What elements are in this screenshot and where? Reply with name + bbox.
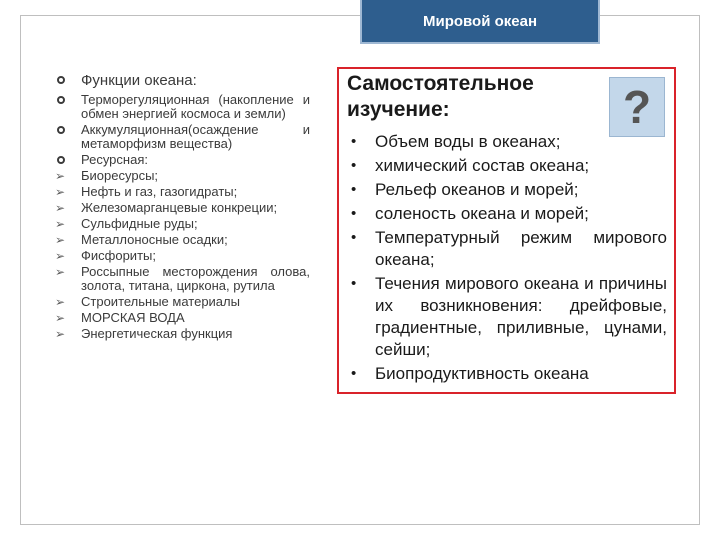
- arrow-bullet-icon: ➢: [55, 249, 66, 263]
- function-list-item: [55, 93, 310, 121]
- ocean-functions-list: [55, 72, 310, 343]
- self-study-item: [345, 203, 667, 225]
- function-list-item-text: Энергетическая функция: [81, 326, 233, 341]
- self-study-item-text: Рельеф океанов и морей;: [375, 180, 579, 199]
- function-list-item: [55, 169, 310, 183]
- arrow-bullet-icon: ➢: [55, 169, 66, 183]
- function-list-item-text: Биоресурсы;: [81, 168, 159, 183]
- self-study-item-text: Биопродуктивность океана: [375, 364, 589, 383]
- function-list-item: [55, 123, 310, 151]
- arrow-bullet-icon: ➢: [55, 327, 66, 341]
- function-list-item-text: Строительные материалы: [81, 294, 240, 309]
- self-study-item-text: соленость океана и морей;: [375, 204, 589, 223]
- function-list-item: [55, 295, 310, 309]
- ring-bullet-icon: [57, 96, 65, 104]
- function-list-item: [55, 311, 310, 325]
- function-list-item-text: Ресурсная:: [81, 152, 148, 167]
- self-study-item-text: Течения мирового океана и причины их возникновения: дрейфовые, градиентные, приливные, цунами, сейши;: [375, 274, 667, 359]
- function-list-item: [55, 217, 310, 231]
- function-list-item: [55, 233, 310, 247]
- self-study-item: [345, 179, 667, 201]
- function-list-item-text: Железомарганцевые конкреции;: [81, 200, 278, 215]
- ring-bullet-icon: [57, 156, 65, 164]
- function-list-item: [55, 72, 310, 89]
- ring-bullet-icon: [57, 126, 65, 134]
- self-study-item: [345, 155, 667, 177]
- function-list-item: [55, 153, 310, 167]
- function-list-item-text: Сульфидные руды;: [81, 216, 198, 231]
- self-study-item: [345, 363, 667, 385]
- dot-bullet-icon: •: [351, 365, 357, 382]
- function-list-item-text: Терморегуляционная (накопление и обмен энергией космоса и земли): [81, 92, 310, 121]
- self-study-item-text: Температурный режим мирового океана;: [375, 228, 667, 269]
- function-list-item-text: Аккумуляционная(осаждение и метаморфизм вещества): [81, 122, 310, 151]
- dot-bullet-icon: •: [351, 229, 357, 246]
- arrow-bullet-icon: ➢: [55, 233, 66, 247]
- self-study-box: [337, 67, 676, 394]
- function-list-item-text: Фисфориты;: [81, 248, 156, 263]
- arrow-bullet-icon: ➢: [55, 201, 66, 215]
- function-list-item: [55, 265, 310, 293]
- function-list-item: [55, 201, 310, 215]
- function-list-item-text: Функции океана:: [81, 72, 197, 89]
- dot-bullet-icon: •: [351, 133, 357, 150]
- arrow-bullet-icon: ➢: [55, 295, 66, 309]
- self-study-item-text: химический состав океана;: [375, 156, 590, 175]
- arrow-bullet-icon: ➢: [55, 217, 66, 231]
- arrow-bullet-icon: ➢: [55, 265, 66, 279]
- self-study-title: Самостоятельное изучение:: [347, 72, 534, 121]
- self-study-item: [345, 273, 667, 361]
- function-list-item-text: МОРСКАЯ ВОДА: [81, 310, 185, 325]
- self-study-item-text: Объем воды в океанах;: [375, 132, 561, 151]
- dot-bullet-icon: •: [351, 157, 357, 174]
- ring-bullet-icon: [57, 76, 65, 84]
- function-list-item-text: Россыпные месторождения олова, золота, титана, циркона, рутила: [81, 264, 310, 293]
- slide-title: Мировой океан: [360, 0, 600, 44]
- arrow-bullet-icon: ➢: [55, 311, 66, 325]
- self-study-item: [345, 131, 667, 153]
- dot-bullet-icon: •: [351, 275, 357, 292]
- question-mark-icon: ?: [609, 77, 665, 137]
- dot-bullet-icon: •: [351, 181, 357, 198]
- function-list-item: [55, 327, 310, 341]
- arrow-bullet-icon: ➢: [55, 185, 66, 199]
- function-list-item-text: Нефть и газ, газогидраты;: [81, 184, 238, 199]
- function-list-item: [55, 185, 310, 199]
- dot-bullet-icon: •: [351, 205, 357, 222]
- function-list-item: [55, 249, 310, 263]
- function-list-item-text: Металлоносные осадки;: [81, 232, 228, 247]
- self-study-list: [345, 131, 667, 387]
- self-study-item: [345, 227, 667, 271]
